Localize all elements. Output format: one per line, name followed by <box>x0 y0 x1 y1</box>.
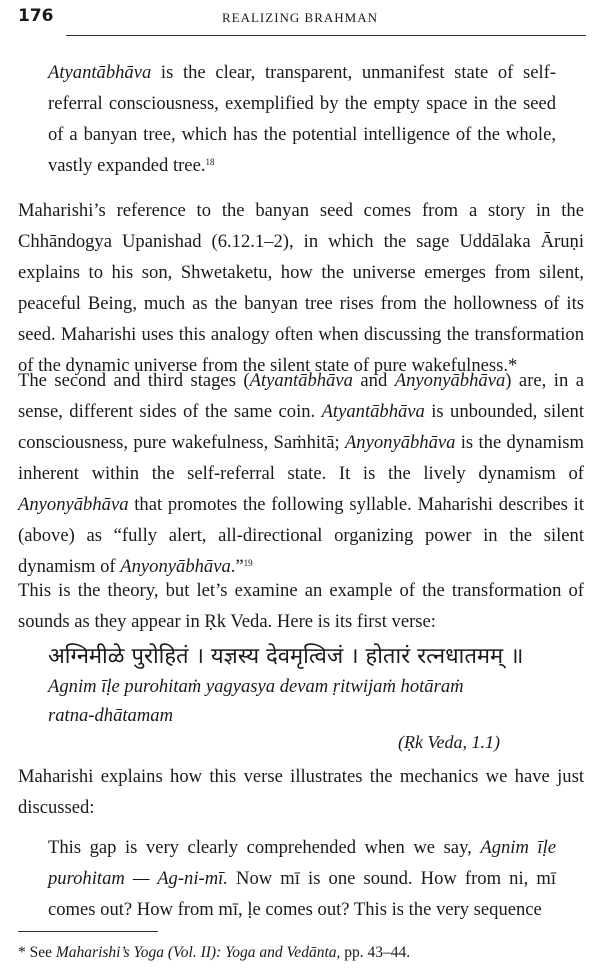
running-head: REALIZING BRAHMAN <box>221 10 379 25</box>
quote-text: is the clear, transparent, unmanifest state of self-referral consciousness, exemplified by the empty space in the seed of a banyan tree, which has the potential intelligence of the whole, vastly expanded tree. <box>48 62 556 176</box>
paragraph-explains: Maharishi explains how this verse illustrates the mechanics we have just discussed: <box>18 766 584 818</box>
paragraph-stages <box>18 365 584 582</box>
verse-transliteration: Agnim īḷe purohitaṁ yagyasya devam ṛitwijaṁ hotāraṁ ratna-dhātamam <box>48 676 464 726</box>
footnote <box>18 944 410 962</box>
term: Anyonyābhāva <box>394 370 506 391</box>
text: is the dynamism inherent within the self-referral state. It is the lively dynamism of <box>18 432 584 484</box>
footnote-rule <box>18 931 158 932</box>
paragraph-banyan-seed: Maharishi’s reference to the banyan seed comes from a story in the Chhāndogya Upanishad (6.12.1–2), in which the sage Uddālaka Āruṇi explains to his son, Shwetaketu, how the universe emerges from silent, peaceful Being, much as the banyan tree rises from the hollowness of its seed. Maharishi uses this analogy often when discussing the transformation of the dynamic universe from the silent state of pure wakefulness.* <box>18 200 584 376</box>
term: Anyonyābhāva <box>18 494 129 515</box>
text: ) are, in a sense, different sides of the same coin. <box>18 370 584 422</box>
verse-devanagari: अग्निमीळे पुरोहितं । यज्ञस्य देवमृत्विजं । होतारं रत्नधातमम् ॥ <box>48 644 524 669</box>
text: , pp. 43–44. <box>336 944 411 961</box>
text: Now mī is one sound. How from ni, mī comes out? How from mī, ḷe comes out? This is the very sequence <box>48 868 556 920</box>
text: is unbounded, silent consciousness, pure wakefulness, Saṁhitā; <box>18 401 584 453</box>
text: See <box>25 944 56 961</box>
term: Atyantābhāva <box>48 62 152 83</box>
block-quote-gap <box>48 832 556 925</box>
verse-citation: (Ṛk Veda, 1.1) <box>398 732 500 752</box>
term: Anyonyābhāva <box>344 432 456 453</box>
term: Agnim īḷe purohitam — Ag-ni-mī. <box>48 837 557 889</box>
page-number: 176 <box>18 6 54 26</box>
text: This gap is very clearly comprehended when we say, <box>48 837 481 858</box>
text: .” <box>230 556 244 577</box>
paragraph-theory: This is the theory, but let’s examine an example of the transformation of sounds as they appear in Ṛk Veda. Here is its first verse: <box>18 580 584 632</box>
header-rule <box>66 35 586 36</box>
term: Atyantābhāva <box>321 401 425 422</box>
book-title: Maharishi’s Yoga (Vol. II): Yoga and Vedānta <box>55 944 337 961</box>
block-quote-atyantabhava <box>48 57 556 181</box>
text: and <box>352 370 395 391</box>
term: Anyonyābhāva <box>120 556 231 577</box>
text: that promotes the following syllable. Maharishi describes it (above) as “fully alert, all-directional organizing power in the silent dynamism of <box>18 494 584 577</box>
text: The second and third stages ( <box>18 370 250 391</box>
term: Atyantābhāva <box>249 370 353 391</box>
footnote-mark: * <box>18 944 26 961</box>
footnote-ref: 19 <box>243 558 253 568</box>
footnote-ref: 18 <box>205 157 215 167</box>
